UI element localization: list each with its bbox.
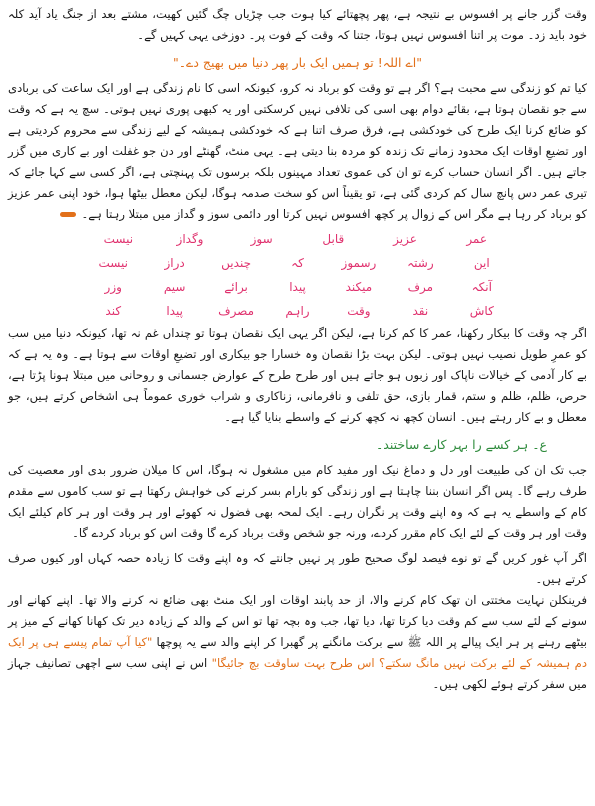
poem-word: این (473, 256, 490, 270)
poem-word: کاش (469, 304, 494, 318)
paragraph-guard-time: جب تک ان کی طبیعت اور دل و دماغ نیک اور مفید کام میں مشغول نہ ہوگا، اس کا میلان ضرور بدی اور معصیت کی طرف رہے گا۔ پس اگر انسان بننا چاہتا ہے اور زندگی کو بارام بسر کرنے کی خواہش رکھتا ہے تو سب کاموں سے مقدم کام کے واسطے یہ ہے کہ وہ اپنے وقت پر نگران رہے۔ ایک لمحہ بھی فضول نہ کھوئے اور ہر وقت اور ہر کام کیلئے ایک وقت اور ہر وقت کے لئے ایک کام مقرر کردے، ورنہ جو شخص وقت برباد کرے گا وقت اس کو برباد کردے گا۔ (8, 463, 587, 540)
poem-word: رسموز (341, 256, 377, 270)
poem-word: دراز (164, 256, 185, 270)
poem-word: چندیں (221, 256, 251, 270)
persian-poem (83, 229, 513, 249)
paragraph-text: کیا تم کو زندگی سے محبت ہے؟ اگر ہے تو وقت کو برباد نہ کرو، کیونکہ اسی کا نام زندگی ہے اور ایک ساعت کی بربادی سے جو نقصان ہوتا ہے، بقائے دوام بھی اسی کی تلافی نہیں کرسکتی اور یہ کبھی پوری نہیں ہوتی۔ سچ یہ ہے کہ وقت کو ضائع کرنا ایک طرح کی خودکشی ہے، فرق صرف اتنا ہے کہ خودکشی ہمیشہ کے لیے زندگی سے محروم کردیتی ہے اور تضیعِ اوقات ایک محدود زمانے تک زندہ کو مردہ بنا دیتی ہے۔ یہی منٹ، گھنٹے اور دن جو غفلت اور بے کاری میں گزر جاتے ہیں۔ اگر انسان حساب کرے تو ان کی عموی تعداد مہینوں بلکہ برسوں تک پہنچتی ہے، اگر کسی سے کہا جائے کہ تیری عمر دس پانچ سال کم کردی گئی ہے، تو یقیناً اس کو سخت صدمہ ہوگا، لیکن معطل بیٹھا ہوا، خود اپنی عمر عزیز کو برباد کر رہا ہے مگر اس کے زوال پر کچھ افسوس نہیں کرتا اور دائمی سوز و گداز میں مبتلا رہتا ہے۔ (8, 81, 587, 221)
poem-word: نیست (103, 232, 134, 246)
persian-poem-row (83, 301, 513, 321)
poem-word: رشتہ (407, 256, 434, 270)
poem-word: سیم (163, 280, 186, 294)
intro-paragraph (8, 4, 587, 46)
poem-word: عمر (466, 232, 488, 246)
poem-word: آنکہ (471, 280, 492, 294)
poem-word: عزیز (393, 232, 417, 246)
persian-poem-row (83, 253, 513, 273)
poem-word: قابل (322, 232, 345, 246)
franklin-end: اس نے اپنی سب سے اچھی تصانیف جہاز میں سفر کرتے ہوئے لکھی ہیں۔ (8, 656, 587, 691)
franklin-text: فرینکلن نہایت مختتی ان تھک کام کرنے والا، از حد پابند اوقات اور ایک منٹ بھی ضائع نہ کرنے والا تھا۔ اپنے کھانے اور سونے کے لئے سب سے کم وقت دیا کرتا تھا، دیا تھا، جب وہ بچہ تھا تو اس کے والد کے زیادہ دیر تک کھانا کھانے کے میز پر بیٹھے رہنے پر ہر ایک پیالے پر اللہ ﷺ سے برکت مانگنے پر گھبرا کر اپنے والد سے یہ پوچھا (8, 593, 587, 649)
franklin-quote: "کیا آپ تمام پیسے ہی پر ایک دم ہمیشہ کے لئے برکت نہیں مانگ سکتے؟ اس طرح بہت ساوقت بچ جائیگا" (8, 635, 588, 670)
poem-word: راہم (285, 304, 310, 318)
poem-word: نقد (412, 304, 429, 318)
poem-word: نیست (98, 256, 128, 270)
intro-line: وقت گزر جانے پر افسوس بے نتیجہ ہے، پھر پچھتائے کیا ہوت جب چڑیاں چگ گئیں کھیت، مشتے بعد از جنگ یاد آید کلہ خود باید زد۔ موت پر (8, 7, 587, 42)
paragraph-ninety-percent: اگر آپ غور کریں گے تو نوے فیصد لوگ صحیح طور پر نہیں جانتے کہ وہ اپنے وقت کا زیادہ حصہ کہاں اور کیوں صرف کرتے ہیں۔ (8, 551, 587, 586)
verse-quote: "اے اللہ! تو ہمیں ایک بار پھر دنیا میں بھیج دے۔" (172, 55, 423, 70)
poem-word: وقت (347, 304, 371, 318)
paragraph-love-of-life (8, 78, 587, 225)
poem-word: وگداز (176, 232, 204, 246)
persian-poem-row (83, 277, 513, 297)
poem-word: مرف (407, 280, 434, 294)
poem-word: پیدا (166, 304, 183, 318)
poem-word: وزر (104, 280, 122, 294)
poem-word: کند (105, 304, 122, 318)
poem-word: سوز (250, 232, 273, 246)
saying-line: ع۔ ہر کسے را بہر کارے ساختند۔ (375, 437, 547, 452)
ornament-mark (60, 212, 76, 217)
poem-word: پیدا (289, 280, 306, 294)
poem-word: کہ (291, 256, 304, 270)
poem-word: برائے (224, 280, 248, 294)
poem-word: مصرف (218, 304, 255, 318)
paragraph-idleness-loss: اگر چہ وقت کا بیکار رکھنا، عمر کا کم کرنا ہے، لیکن اگر یہی ایک نقصان ہوتا تو چنداں غم نہ تھا، کیونکہ دنیا میں سب کو عمرِ طویل نصیب نہیں ہوتی۔ لیکن بہت بڑا نقصان وہ خسارا جو بیکاری اور تضیعِ اوقات سے ہوتا ہے۔ وہ یہ ہے کہ بے کار آدمی کے خیالات ناپاک اور زبوں ہو جاتے ہیں اور طرح طرح کے عوارض جسمانی و روحانی میں مبتلا ہونا پڑتا ہے، حرص، ظلم، ظلم و ستم، قمار بازی، حق تلفی و نافرمانی، زناکاری و شراب خوری عموماً ہی اشخاص کرتے ہیں، جو معطل و بے کار رہتے ہیں۔ انسان کچھ نہ کچھ کرنے کے واسطے بنایا گیا ہے۔ (8, 326, 587, 424)
poem-word: میکند (345, 280, 373, 294)
paragraph-franklin (8, 590, 587, 695)
intro-line: اتنا افسوس نہیں ہوتا، جتنا کہ وقت کے فوت پر۔ دوزخی یہی کہیں گے۔ (137, 28, 484, 42)
